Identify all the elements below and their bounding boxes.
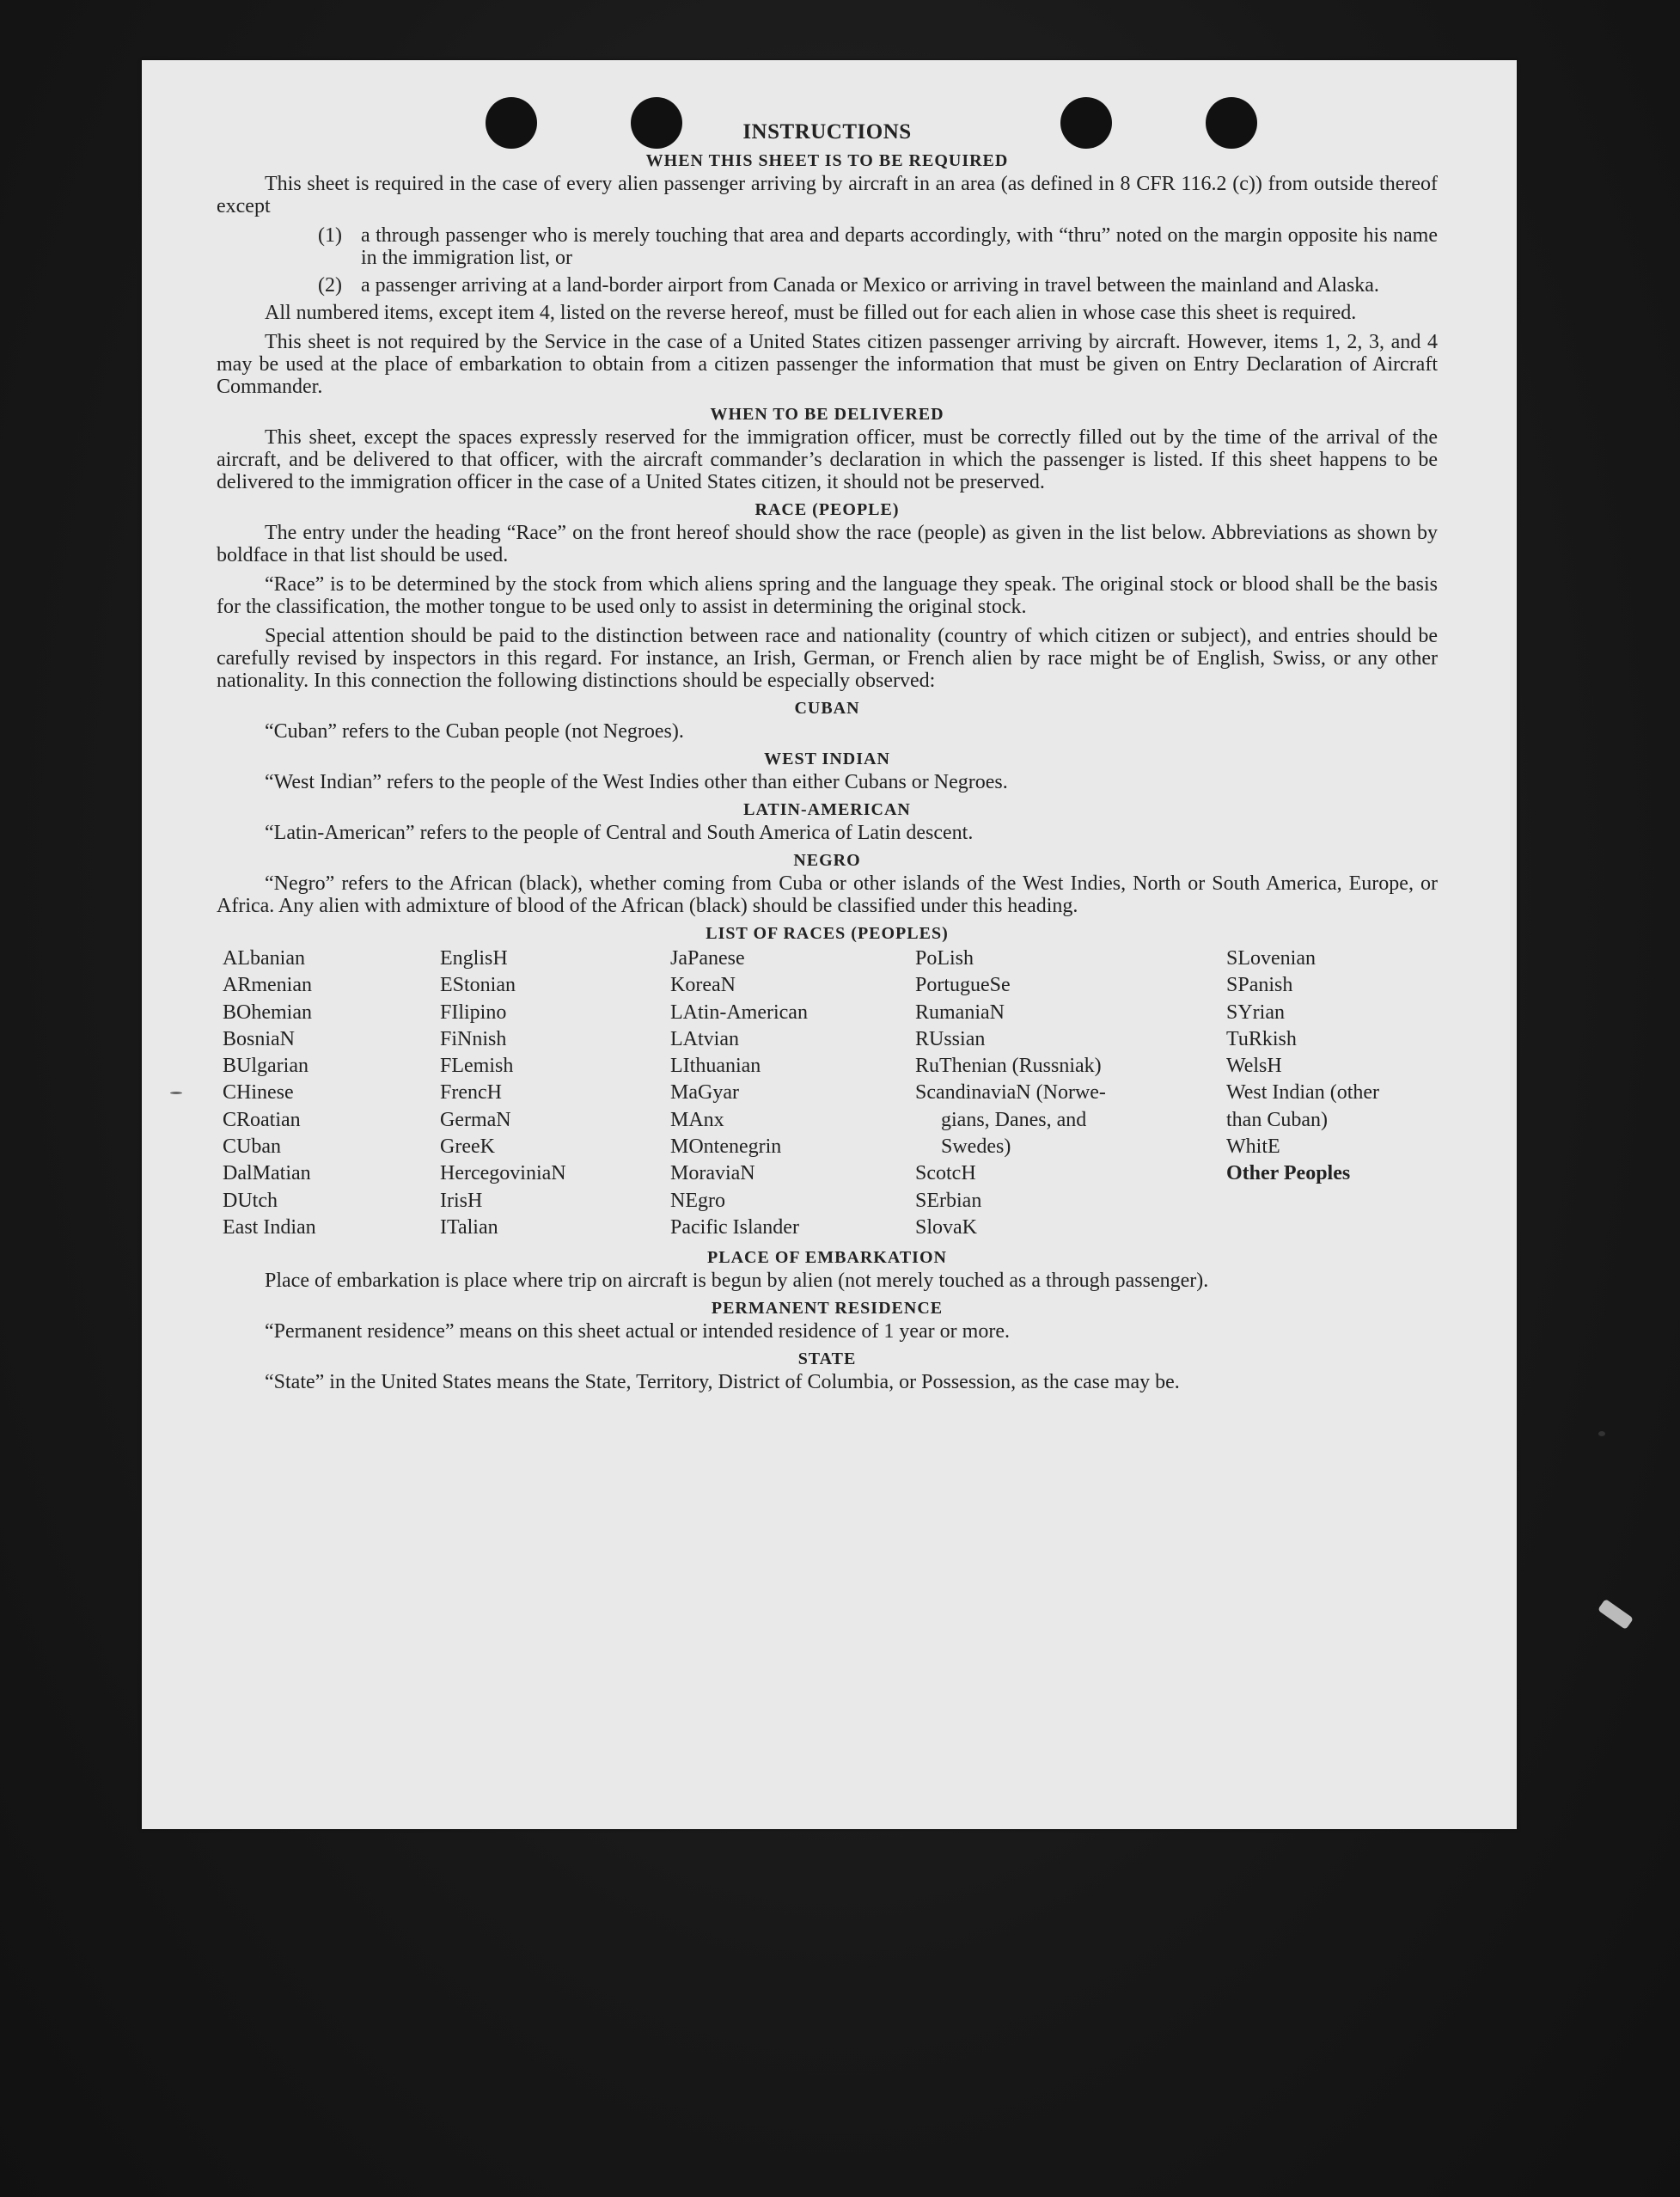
punch-hole (1060, 97, 1112, 149)
race-entry: CHinese (223, 1081, 294, 1105)
race-entry: CRoatian (223, 1108, 301, 1131)
race-entry: SlovaK (915, 1215, 977, 1239)
section-title-delivered: WHEN TO BE DELIVERED (710, 405, 944, 424)
punch-hole (1206, 97, 1257, 149)
race-entry: FiNnish (440, 1027, 507, 1050)
scan-speck (1598, 1431, 1605, 1436)
section-title-cuban: CUBAN (794, 699, 860, 718)
item-number: (2) (318, 274, 342, 297)
race-entry: ScandinaviaN (Norwe- (915, 1081, 1106, 1105)
race-entry: FrencH (440, 1081, 502, 1105)
race-entry: SErbian (915, 1189, 982, 1212)
list-of-races-title: LIST OF RACES (PEOPLES) (706, 924, 949, 943)
race-entry: WelsH (1226, 1055, 1282, 1078)
race-entry: LAtvian (670, 1027, 739, 1050)
race-entry: ITalian (440, 1215, 498, 1239)
race-entry: Swedes) (941, 1135, 1011, 1159)
race-entry: ScotcH (915, 1162, 976, 1185)
race-entry: IrisH (440, 1189, 483, 1212)
race-entry: ALbanian (223, 947, 305, 970)
scan-speck (170, 1092, 182, 1094)
cuban-definition: “Cuban” refers to the Cuban people (not Negroes). (265, 720, 684, 743)
race-entry: ARmenian (223, 974, 312, 997)
state-definition: “State” in the United States means the State, Territory, District of Columbia, or Possession, as the case may be. (265, 1371, 1180, 1394)
race-entry: FLemish (440, 1055, 514, 1078)
race-para-3: Special attention should be paid to the distinction between race and nationality (country of which citizen or subject), and entries should be carefully revised by inspectors in this regard. For instance, an Irish, German, or French alien by race might be of English, Swiss, or any other nationality. In this connection the following distinctions should be especially observed: (217, 625, 1438, 692)
race-entry: EStonian (440, 974, 516, 997)
section-title-west-indian: WEST INDIAN (764, 750, 890, 768)
section-title-embarkation: PLACE OF EMBARKATION (707, 1248, 947, 1268)
race-entry: KoreaN (670, 974, 736, 997)
exception-item-1 (318, 224, 1438, 269)
item-text: a passenger arriving at a land-border airport from Canada or Mexico or arriving in travel between the mainland and Alaska. (361, 274, 1379, 297)
race-entry: SPanish (1226, 974, 1293, 997)
race-entry: DalMatian (223, 1162, 311, 1185)
race-entry: Other Peoples (1226, 1162, 1351, 1185)
delivered-para: This sheet, except the spaces expressly reserved for the immigration officer, must be correctly filled out by the time of the arrival of the aircraft, and be delivered to that officer, with the aircraft commander’s declaration in which the passenger is listed. If this sheet happens to be delivered to the immigration officer in the case of a United States citizen, it should not be preserved. (217, 426, 1438, 493)
item-text: a through passenger who is merely touching that area and departs accordingly, with “thru” noted on the margin opposite his name in the immigration list, or (361, 224, 1438, 269)
race-entry: East Indian (223, 1215, 316, 1239)
race-entry: SYrian (1226, 1001, 1285, 1024)
race-entry: MAnx (670, 1108, 724, 1131)
race-para-2: “Race” is to be determined by the stock from which aliens spring and the language they speak. The original stock or blood shall be the basis for the classification, the mother tongue to be used only to assist in determining the original stock. (217, 573, 1438, 618)
race-entry: DUtch (223, 1189, 278, 1212)
race-entry: MoraviaN (670, 1162, 755, 1185)
race-entry: WhitE (1226, 1135, 1280, 1159)
race-entry: TuRkish (1226, 1027, 1297, 1050)
negro-definition: “Negro” refers to the African (black), whether coming from Cuba or other islands of the West Indies, North or South America, Europe, or Africa. Any alien with admixture of blood of the African (black) should be classified under this heading. (217, 872, 1438, 917)
west-indian-definition: “West Indian” refers to the people of the West Indies other than either Cubans or Negroes. (265, 771, 1008, 793)
section-title-latin-american: LATIN-AMERICAN (743, 800, 911, 819)
race-entry: GreeK (440, 1135, 495, 1159)
races-column-1 (223, 946, 440, 1241)
races-column-3 (670, 946, 915, 1241)
latin-american-definition: “Latin-American” refers to the people of Central and South America of Latin descent. (265, 822, 974, 844)
exception-item-2 (318, 274, 1438, 297)
races-list (223, 946, 1438, 1241)
required-para-3: This sheet is not required by the Service in the case of a United States citizen passenger arriving by aircraft. However, items 1, 2, 3, and 4 may be used at the place of embarkation to obtain from a citizen passenger the information that must be given on Entry Declaration of Aircraft Commander. (217, 331, 1438, 398)
race-entry: BosniaN (223, 1027, 295, 1050)
section-title-negro: NEGRO (793, 851, 861, 870)
race-entry: FIlipino (440, 1001, 507, 1024)
document-page (142, 60, 1517, 1829)
race-entry: CUban (223, 1135, 281, 1159)
races-column-4 (915, 946, 1226, 1241)
item-number: (1) (318, 224, 342, 247)
race-entry: PortugueSe (915, 974, 1011, 997)
race-entry: MaGyar (670, 1081, 739, 1105)
race-entry: RuThenian (Russniak) (915, 1055, 1102, 1078)
page-title: INSTRUCTIONS (742, 120, 912, 144)
race-entry: LIthuanian (670, 1055, 761, 1078)
embarkation-definition: Place of embarkation is place where trip on aircraft is begun by alien (not merely touched as a through passenger). (265, 1270, 1209, 1293)
race-entry: JaPanese (670, 947, 745, 970)
race-entry: MOntenegrin (670, 1135, 782, 1159)
race-entry: BOhemian (223, 1001, 312, 1024)
race-entry: RUssian (915, 1027, 986, 1050)
race-entry: West Indian (other (1226, 1081, 1380, 1105)
race-entry: HercegoviniaN (440, 1162, 566, 1185)
race-entry: NEgro (670, 1189, 725, 1212)
punch-hole (486, 97, 537, 149)
race-entry: EnglisH (440, 947, 508, 970)
race-entry: LAtin-American (670, 1001, 808, 1024)
required-para-2: All numbered items, except item 4, listed on the reverse hereof, must be filled out for each alien in whose case this sheet is required. (265, 302, 1357, 324)
punch-hole (631, 97, 682, 149)
races-column-5 (1226, 946, 1433, 1241)
section-title-required: WHEN THIS SHEET IS TO BE REQUIRED (645, 151, 1009, 170)
residence-definition: “Permanent residence” means on this sheet actual or intended residence of 1 year or more. (265, 1320, 1010, 1343)
race-entry: gians, Danes, and (941, 1108, 1087, 1131)
required-intro: This sheet is required in the case of every alien passenger arriving by aircraft in an area (as defined in 8 CFR 116.2 (c)) from outside thereof except (217, 173, 1438, 217)
section-title-state: STATE (797, 1349, 857, 1369)
races-column-2 (440, 946, 670, 1241)
race-entry: than Cuban) (1226, 1108, 1328, 1131)
race-entry: BUlgarian (223, 1055, 309, 1078)
race-entry: PoLish (915, 947, 974, 970)
race-entry: Pacific Islander (670, 1215, 799, 1239)
race-entry: RumaniaN (915, 1001, 1005, 1024)
race-entry: SLovenian (1226, 947, 1316, 970)
race-entry: GermaN (440, 1108, 511, 1131)
section-title-race: RACE (PEOPLE) (754, 500, 900, 519)
race-para-1: The entry under the heading “Race” on the front hereof should show the race (people) as given in the list below. Abbreviations as shown by boldface in that list should be used. (217, 522, 1438, 566)
section-title-residence: PERMANENT RESIDENCE (711, 1299, 944, 1319)
